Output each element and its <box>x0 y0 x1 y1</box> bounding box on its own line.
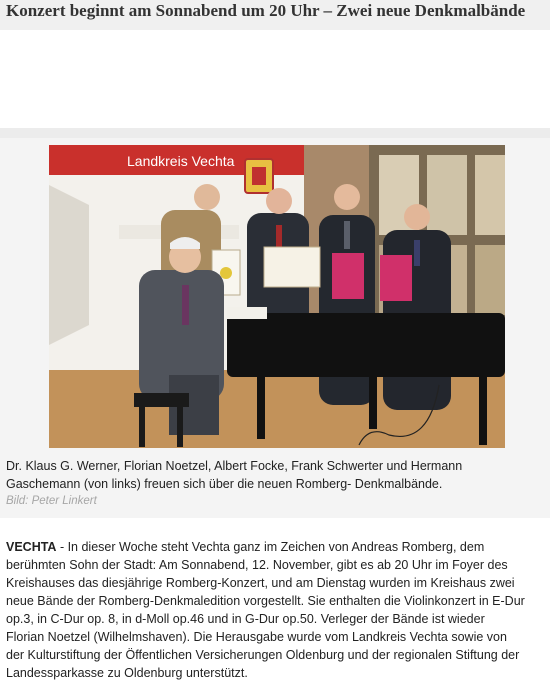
headline-bar <box>0 0 550 30</box>
article-headline: Konzert beginnt am Sonnabend um 20 Uhr – Zwei neue Denkmalbände <box>6 1 526 20</box>
article-photo <box>49 145 505 448</box>
banner-text: Landkreis Vechta <box>127 153 235 169</box>
photo-caption: Dr. Klaus G. Werner, Florian Noetzel, Albert Focke, Frank Schwerter und Hermann Gaschemann (von links) freuen sich über die neuen Romberg- Denkmalbände. <box>6 459 463 491</box>
ad-space <box>0 30 550 130</box>
photo-illustration <box>49 145 505 448</box>
article-body <box>6 538 526 682</box>
article-dateline: VECHTA <box>6 540 57 554</box>
article-body-text: - In dieser Woche steht Vechta ganz im Zeichen von Andreas Romberg, dem berühmten Sohn der Stadt: Am Sonnabend, 12. November, gibt es ab 20 Uhr im Foyer des Kreishauses das diesjährige Romberg-Konzert, und am Dienstag wurden im Kreishaus zwei neue Bände der Romberg-Denkmaledition vorgestellt. Sie enthalten die Violinkonzert in E-Dur op.3, in C-Dur op. 8, in d-Moll op.46 und in G-Dur op.50. Verleger der Bände ist wieder Florian Noetzel (Wilhelmshaven). Die Herausgabe wurde vom Landkreis Vechta sowie von der Kulturstiftung der Öffentlichen Versicherungen Oldenburg und der regionalen Stiftung der Landessparkasse zu Oldenburg unterstützt. <box>6 540 525 680</box>
section-divider <box>0 128 550 138</box>
person-right-2 <box>383 204 451 410</box>
photo-credit: Bild: Peter Linkert <box>6 495 97 507</box>
